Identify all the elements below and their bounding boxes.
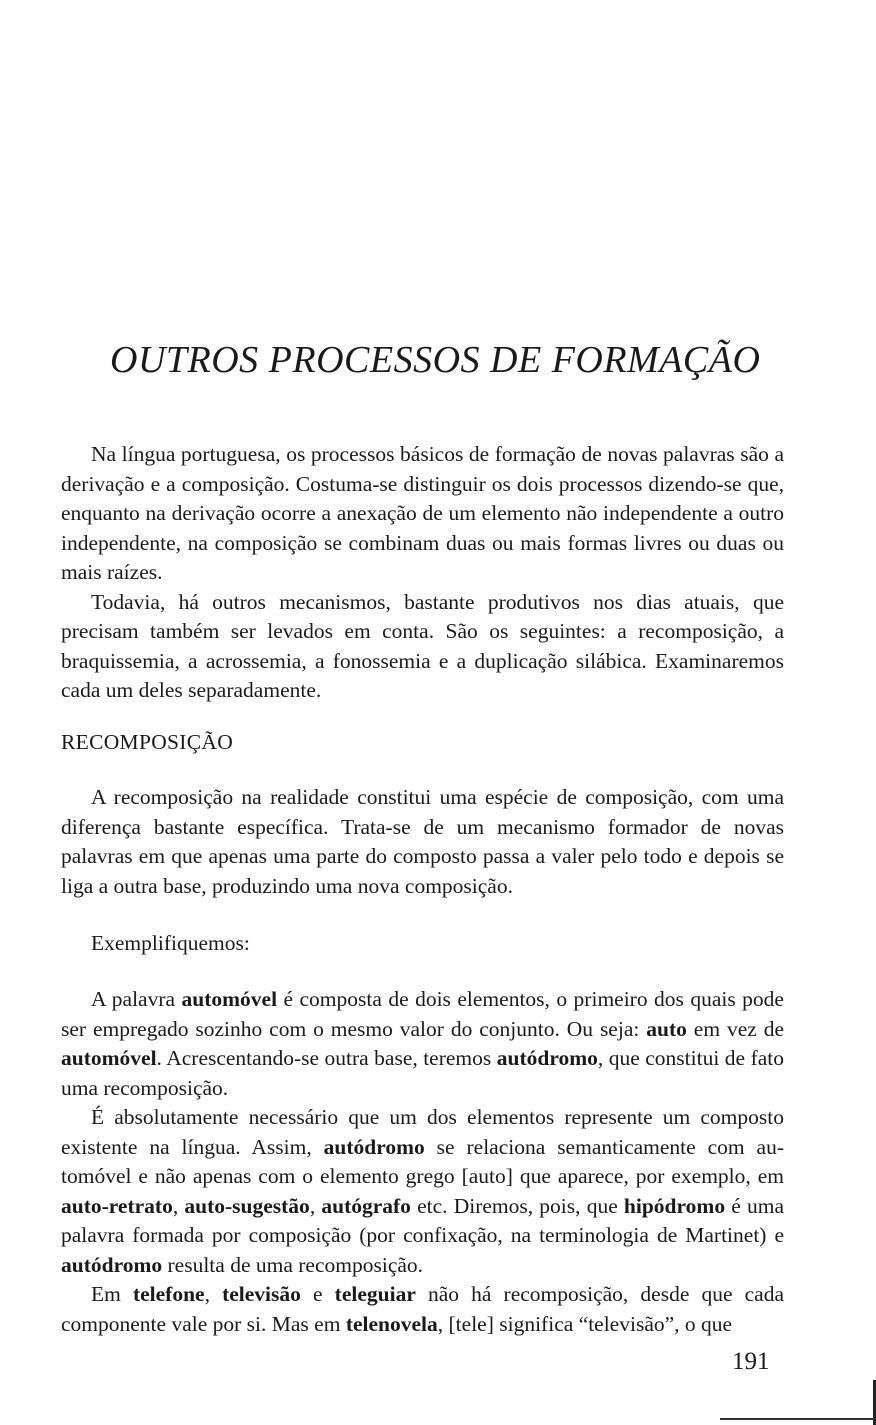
bold-term: autógrafo [321, 1193, 411, 1218]
text-run: A palavra [91, 987, 182, 1011]
text-run: Na língua portuguesa, os processos básicos de formação de novas palavras são a derivação e a composição. Costuma-se distinguir os dois processos dizendo-se que, enquanto na derivação ocorre a anexação de um elemento não independente a outro independente, na composição se combinam duas ou mais formas livres ou duas ou mais raízes. [61, 442, 784, 584]
recomposicao-block [61, 783, 784, 901]
bold-term: automóvel [61, 1046, 157, 1070]
text-run: , [309, 1193, 322, 1218]
exemplo-intro-block [61, 929, 784, 959]
text-run: Todavia, há outros mecanismos, bastante produtivos nos dias atuais, que precisam também ser levados em conta. São os seguintes: a recomposição, a braquissemia, a acrossemia, a fonossemia e a duplicação silábica. Examinaremos cada um deles separadamente. [61, 589, 784, 702]
section-heading: RECOMPOSIÇÃO [61, 730, 234, 754]
bold-term: telenovela [345, 1311, 438, 1336]
text-run: É absolutamente necessário que um dos elementos represente um composto existente na língua. Assim, [61, 1105, 784, 1159]
text-run: em vez de [686, 1016, 784, 1041]
paragraph [61, 1103, 784, 1280]
text-run: Em [91, 1282, 133, 1306]
text-run: resulta de uma recomposição. [162, 1252, 424, 1277]
page-number: 191 [732, 1348, 770, 1375]
bold-term: autódromo [496, 1046, 598, 1070]
exemplos-block [61, 985, 784, 1339]
text-run: etc. Diremos, pois, que [410, 1193, 624, 1218]
bold-term: auto-retrato [61, 1193, 173, 1218]
paragraph [61, 1280, 784, 1339]
paragraph: Exemplifiquemos: [91, 931, 250, 955]
chapter-title: OUTROS PROCESSOS DE FORMAÇÃO [110, 339, 761, 381]
bold-term: televisão [222, 1282, 301, 1306]
text-run: é uma palavra formada por composição (por confixação, na terminologia de Martinet) e [61, 1193, 784, 1247]
bold-term: teleguiar [334, 1282, 416, 1306]
text-run: é composta de dois elementos, o primeiro dos quais pode ser empregado sozinho com o mesmo valor do conjunto. Ou seja: [61, 987, 784, 1041]
text-run: , [172, 1193, 185, 1218]
paragraph [61, 440, 784, 588]
text-run: . Acrescentando-se outra base, teremos [156, 1046, 497, 1070]
page-bottom-edge [720, 1418, 876, 1420]
bold-term: auto-sugestão [184, 1193, 310, 1218]
bold-term: telefone [132, 1282, 205, 1306]
paragraph [61, 783, 784, 901]
text-run: , [tele] significa “televisão”, o que [437, 1311, 733, 1336]
text-run: , que constitui de fato uma recomposição. [61, 1046, 784, 1100]
bold-term: automóvel [181, 987, 278, 1011]
text-run: A recomposição na realidade constitui uma espécie de composição, com uma diferença bastante específica. Trata-se de um mecanismo formador de novas palavras em que apenas uma parte do composto passa a valer pelo todo e depois se liga a outra base, produzindo uma nova composição. [61, 785, 784, 898]
intro-block [61, 440, 784, 706]
bold-term: autódromo [323, 1134, 425, 1159]
text-run: se relaciona semanticamente com automóvel e não apenas com o elemento grego [auto] que aparece, por exemplo, em [61, 1134, 784, 1188]
bold-term: auto [646, 1016, 687, 1041]
text-run: e [300, 1282, 335, 1306]
text-run: , [204, 1282, 223, 1306]
bold-term: hipódromo [623, 1193, 726, 1218]
bold-term: autódromo [61, 1252, 163, 1277]
paragraph [61, 985, 784, 1103]
text-run: não há recomposição, desde que cada componente vale por si. Mas em [61, 1282, 784, 1336]
paragraph [61, 588, 784, 706]
